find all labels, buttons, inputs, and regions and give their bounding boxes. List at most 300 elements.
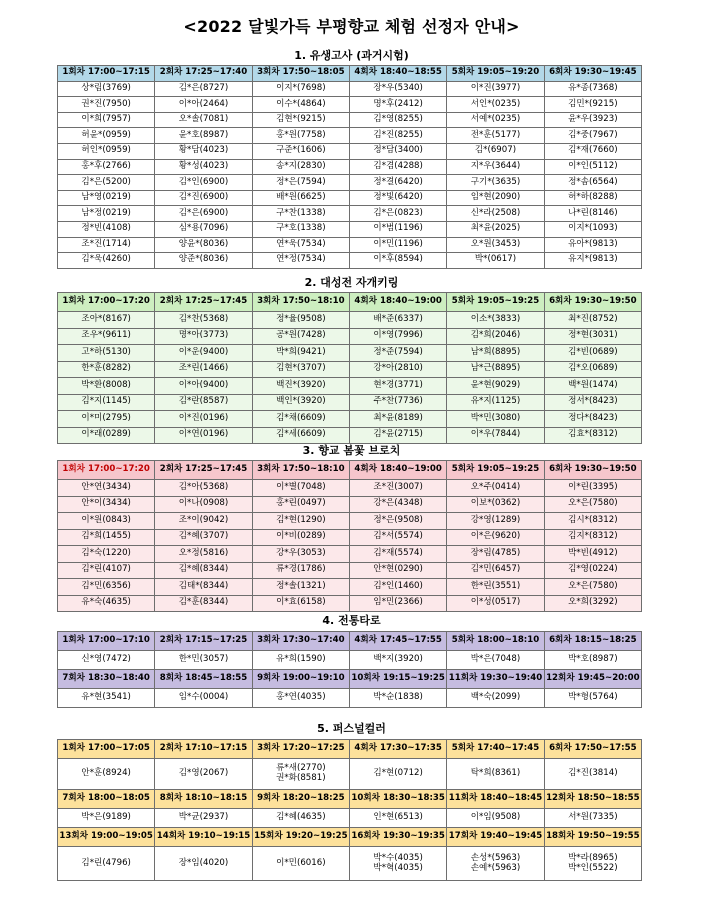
participant-cell: 배*준(6337) bbox=[349, 312, 446, 329]
participant-cell: 조우*(9611) bbox=[58, 328, 155, 345]
participant-cell: 남*정(0219) bbox=[58, 206, 155, 222]
participant-cell: 김*현(1290) bbox=[252, 513, 349, 530]
column-header: 7회차 18:00~18:05 bbox=[58, 790, 155, 809]
participant-cell: 박*순(1838) bbox=[349, 689, 446, 708]
column-header: 10회차 19:15~19:25 bbox=[349, 670, 446, 689]
participant-cell: 한*린(3551) bbox=[447, 579, 544, 596]
table-row bbox=[58, 190, 642, 206]
participant-cell bbox=[58, 847, 155, 881]
column-header: 2회차 17:25~17:40 bbox=[155, 66, 252, 82]
participant-cell: 이*아(9400) bbox=[155, 378, 252, 395]
participant-cell: 장*림(4785) bbox=[447, 546, 544, 563]
participant-cell: 김*지(1145) bbox=[58, 394, 155, 411]
table-row bbox=[58, 312, 642, 329]
participant-cell: 김*욱(4260) bbox=[58, 253, 155, 269]
participant-cell: 배*원(6625) bbox=[252, 190, 349, 206]
participant-cell: 김*훈(8344) bbox=[155, 595, 252, 612]
participant-cell: 김현*(3707) bbox=[252, 361, 349, 378]
participant-cell: 오*솔(7081) bbox=[155, 112, 252, 128]
participant-cell: 정*빛(6420) bbox=[349, 190, 446, 206]
participant-cell: 이보*(0362) bbox=[447, 496, 544, 513]
participant-cell: 조*진(1714) bbox=[58, 237, 155, 253]
participant-cell: 황*성(4023) bbox=[155, 159, 252, 175]
participant-name: 권*화(8581) bbox=[276, 773, 326, 783]
table-row bbox=[58, 345, 642, 362]
participant-cell: 이*아(2464) bbox=[155, 97, 252, 113]
participant-cell: 강*영(1289) bbox=[447, 513, 544, 530]
participant-cell: 공*원(7428) bbox=[252, 328, 349, 345]
participant-cell: 박*호(8987) bbox=[544, 651, 641, 670]
participant-cell: 유지*(9813) bbox=[544, 253, 641, 269]
table-row bbox=[58, 112, 642, 128]
column-header: 5회차 19:05~19:20 bbox=[447, 66, 544, 82]
column-header: 13회차 19:00~19:05 bbox=[58, 828, 155, 847]
participant-cell: 정*결(6420) bbox=[349, 175, 446, 191]
participant-cell: 정*담(3400) bbox=[349, 143, 446, 159]
participant-cell: 박*빈(4912) bbox=[544, 546, 641, 563]
participant-name: 손성*(5963) bbox=[470, 852, 521, 863]
participant-cell: 이*민(1196) bbox=[349, 237, 446, 253]
participant-cell: 한*훈(8282) bbox=[58, 361, 155, 378]
participant-cell: 남*근(8895) bbox=[447, 361, 544, 378]
participant-cell: 박*균(2937) bbox=[155, 809, 252, 828]
participant-name: 이*민(6016) bbox=[276, 857, 326, 868]
participant-cell: 백진*(3920) bbox=[252, 378, 349, 395]
participant-cell: 서예*(0235) bbox=[447, 112, 544, 128]
column-header: 2회차 17:15~17:25 bbox=[155, 632, 252, 651]
participant-cell: 김*혜(8344) bbox=[155, 562, 252, 579]
column-header: 14회차 19:10~19:15 bbox=[155, 828, 252, 847]
section-title-2: 2. 대성전 자개키링 bbox=[304, 276, 399, 289]
participant-cell: 김*은(0823) bbox=[349, 206, 446, 222]
participant-cell: 백*원(1474) bbox=[544, 378, 641, 395]
column-header: 5회차 18:00~18:10 bbox=[447, 632, 544, 651]
participant-cell: 허*하(8288) bbox=[544, 190, 641, 206]
table-row bbox=[58, 496, 642, 513]
participant-cell: 송*지(2830) bbox=[252, 159, 349, 175]
participant-cell: 김*찬(5368) bbox=[155, 312, 252, 329]
participant-cell: 양윤*(8036) bbox=[155, 237, 252, 253]
participant-cell bbox=[252, 847, 349, 881]
table-row bbox=[58, 513, 642, 530]
header-row bbox=[58, 740, 642, 759]
participant-cell: 김*인(6900) bbox=[155, 175, 252, 191]
participant-cell: 이*미(2795) bbox=[58, 411, 155, 428]
participant-cell: 김*희(2046) bbox=[447, 328, 544, 345]
participant-cell: 오*은(7580) bbox=[544, 496, 641, 513]
column-header: 5회차 19:05~19:25 bbox=[447, 293, 544, 312]
section-title-4: 4. 전통타로 bbox=[322, 614, 381, 627]
participant-cell: 임*수(0004) bbox=[155, 689, 252, 708]
column-header: 6회차 19:30~19:50 bbox=[544, 461, 641, 480]
participant-cell: 주*찬(7736) bbox=[349, 394, 446, 411]
participant-cell: 김*희(1455) bbox=[58, 529, 155, 546]
participant-cell: 김*혜(3707) bbox=[155, 529, 252, 546]
participant-cell: 김*겸(4288) bbox=[349, 159, 446, 175]
participant-cell: 윤*우(3923) bbox=[544, 112, 641, 128]
table-row bbox=[58, 175, 642, 191]
participant-cell bbox=[447, 759, 544, 790]
participant-cell: 조아*(8167) bbox=[58, 312, 155, 329]
column-header: 1회차 17:00~17:20 bbox=[58, 293, 155, 312]
participant-cell: 정*은(7594) bbox=[252, 175, 349, 191]
participant-cell: 김효*(8312) bbox=[544, 427, 641, 444]
participant-cell: 이*임(9508) bbox=[447, 809, 544, 828]
participant-cell: 지*우(3644) bbox=[447, 159, 544, 175]
participant-cell bbox=[544, 759, 641, 790]
column-header: 5회차 19:05~19:25 bbox=[447, 461, 544, 480]
participant-cell: 이지*(7698) bbox=[252, 81, 349, 97]
participant-cell: 백인*(3920) bbox=[252, 394, 349, 411]
column-header: 2회차 17:10~17:15 bbox=[155, 740, 252, 759]
participant-cell: 유*숙(4635) bbox=[58, 595, 155, 612]
participant-cell: 오*주(0414) bbox=[447, 480, 544, 497]
table-row bbox=[58, 546, 642, 563]
participant-cell: 이*희(7957) bbox=[58, 112, 155, 128]
participant-cell: 이*원(0843) bbox=[58, 513, 155, 530]
page-title: <2022 달빛가득 부평향교 체험 선정자 안내> bbox=[183, 17, 520, 36]
participant-cell: 김*중(7967) bbox=[544, 128, 641, 144]
column-header: 11회차 19:30~19:40 bbox=[447, 670, 544, 689]
participant-cell: 이*효(6158) bbox=[252, 595, 349, 612]
header-row bbox=[58, 293, 642, 312]
participant-cell: 김지*(8312) bbox=[544, 529, 641, 546]
column-header: 9회차 19:00~19:10 bbox=[252, 670, 349, 689]
column-header: 8회차 18:10~18:15 bbox=[155, 790, 252, 809]
participant-cell: 정*율(9508) bbox=[252, 312, 349, 329]
participant-cell: 김*린(4107) bbox=[58, 562, 155, 579]
participant-cell: 이소*(3833) bbox=[447, 312, 544, 329]
participant-cell: 이*나(0908) bbox=[155, 496, 252, 513]
participant-cell: 박*은(7048) bbox=[447, 651, 544, 670]
table-row bbox=[58, 253, 642, 269]
table-tarot bbox=[57, 631, 642, 708]
participant-cell: 김*은(8727) bbox=[155, 81, 252, 97]
participant-name: 안*훈(8924) bbox=[81, 768, 131, 779]
participant-cell: 윤*호(8987) bbox=[155, 128, 252, 144]
participant-cell: 김*세(6609) bbox=[252, 427, 349, 444]
participant-cell: 임*민(2366) bbox=[349, 595, 446, 612]
participant-cell: 김*서(5574) bbox=[349, 529, 446, 546]
header-row bbox=[58, 828, 642, 847]
table-row bbox=[58, 81, 642, 97]
participant-cell: 박*형(5764) bbox=[544, 689, 641, 708]
table-row bbox=[58, 529, 642, 546]
participant-cell: 허윤*(0959) bbox=[58, 128, 155, 144]
column-header: 4회차 18:40~18:55 bbox=[349, 66, 446, 82]
participant-cell: 이*성(0517) bbox=[447, 595, 544, 612]
participant-cell: 이*인(5112) bbox=[544, 159, 641, 175]
table-row bbox=[58, 206, 642, 222]
table-personal-color bbox=[57, 739, 642, 881]
column-header: 1회차 17:00~17:20 bbox=[58, 461, 155, 480]
column-header: 4회차 18:40~19:00 bbox=[349, 461, 446, 480]
participant-cell: 김*영(0224) bbox=[544, 562, 641, 579]
participant-cell: 유아*(9813) bbox=[544, 237, 641, 253]
participant-cell: 박*(0617) bbox=[447, 253, 544, 269]
participant-name: 박*수(4035) bbox=[373, 852, 423, 863]
participant-cell: 김*빈(0689) bbox=[544, 345, 641, 362]
participant-name: 김*린(4796) bbox=[81, 857, 131, 868]
participant-cell: 박*희(9421) bbox=[252, 345, 349, 362]
participant-cell bbox=[447, 847, 544, 881]
table-row bbox=[58, 689, 642, 708]
participant-cell: 나*린(8146) bbox=[544, 206, 641, 222]
column-header: 5회차 17:40~17:45 bbox=[447, 740, 544, 759]
column-header: 1회차 17:00~17:15 bbox=[58, 66, 155, 82]
participant-cell: 김*(6907) bbox=[447, 143, 544, 159]
table-row bbox=[58, 143, 642, 159]
participant-name: 탁*희(8361) bbox=[470, 768, 521, 779]
column-header: 3회차 17:50~18:10 bbox=[252, 461, 349, 480]
column-header: 7회차 18:30~18:40 bbox=[58, 670, 155, 689]
column-header: 1회차 17:00~17:05 bbox=[58, 740, 155, 759]
participant-cell: 정*현(3031) bbox=[544, 328, 641, 345]
table-row bbox=[58, 595, 642, 612]
participant-cell: 윤*현(9029) bbox=[447, 378, 544, 395]
participant-cell: 홍*원(7758) bbox=[252, 128, 349, 144]
participant-cell: 임*현(2090) bbox=[447, 190, 544, 206]
column-header: 3회차 17:30~17:40 bbox=[252, 632, 349, 651]
participant-cell: 김*은(6900) bbox=[155, 206, 252, 222]
column-header: 10회차 18:30~18:35 bbox=[349, 790, 446, 809]
participant-cell: 이*범(1196) bbox=[349, 221, 446, 237]
participant-cell: 박*민(3080) bbox=[447, 411, 544, 428]
table-row bbox=[58, 562, 642, 579]
participant-cell: 남*희(8895) bbox=[447, 345, 544, 362]
participant-cell: 강*아(2810) bbox=[349, 361, 446, 378]
table-row bbox=[58, 809, 642, 828]
participant-cell: 이*린(3395) bbox=[544, 480, 641, 497]
participant-cell: 권*진(7950) bbox=[58, 97, 155, 113]
participant-cell: 홍*연(4035) bbox=[252, 689, 349, 708]
table-row bbox=[58, 651, 642, 670]
column-header: 1회차 17:00~17:10 bbox=[58, 632, 155, 651]
participant-cell: 조*이(9042) bbox=[155, 513, 252, 530]
participant-cell: 조*린(1466) bbox=[155, 361, 252, 378]
participant-name: 박*라(8965) bbox=[568, 852, 618, 863]
participant-name: 박*인(5522) bbox=[568, 862, 618, 873]
participant-cell: 이*비(0289) bbox=[252, 529, 349, 546]
column-header: 6회차 18:15~18:25 bbox=[544, 632, 641, 651]
participant-cell: 홍*후(2766) bbox=[58, 159, 155, 175]
participant-cell: 박*환(8008) bbox=[58, 378, 155, 395]
participant-cell: 명*아(3773) bbox=[155, 328, 252, 345]
column-header: 3회차 17:50~18:05 bbox=[252, 66, 349, 82]
column-header: 9회차 18:20~18:25 bbox=[252, 790, 349, 809]
participant-cell: 연*정(7534) bbox=[252, 253, 349, 269]
table-keyring bbox=[57, 292, 642, 444]
participant-cell: 김*은(5200) bbox=[58, 175, 155, 191]
participant-cell: 김*민(6457) bbox=[447, 562, 544, 579]
participant-cell: 안*현(0290) bbox=[349, 562, 446, 579]
participant-cell: 남*영(0219) bbox=[58, 190, 155, 206]
header-row bbox=[58, 461, 642, 480]
participant-cell: 이수*(4864) bbox=[252, 97, 349, 113]
participant-cell: 정서*(8423) bbox=[544, 394, 641, 411]
participant-cell: 정*빈(4108) bbox=[58, 221, 155, 237]
participant-cell: 연*욱(7534) bbox=[252, 237, 349, 253]
header-row bbox=[58, 670, 642, 689]
table-row bbox=[58, 378, 642, 395]
participant-cell: 김시*(8312) bbox=[544, 513, 641, 530]
participant-cell: 구준*(1606) bbox=[252, 143, 349, 159]
column-header: 3회차 17:50~18:10 bbox=[252, 293, 349, 312]
participant-cell: 김*혜(4635) bbox=[252, 809, 349, 828]
participant-cell: 백*숙(2099) bbox=[447, 689, 544, 708]
participant-cell: 김*오(0689) bbox=[544, 361, 641, 378]
column-header: 4회차 17:45~17:55 bbox=[349, 632, 446, 651]
participant-cell: 최*진(8752) bbox=[544, 312, 641, 329]
participant-cell: 김현*(9215) bbox=[252, 112, 349, 128]
participant-name: 김*진(3814) bbox=[568, 768, 618, 779]
participant-cell: 박*은(9189) bbox=[58, 809, 155, 828]
participant-cell: 최*윤(2025) bbox=[447, 221, 544, 237]
participant-cell: 김*재(5574) bbox=[349, 546, 446, 563]
participant-cell: 정다*(8423) bbox=[544, 411, 641, 428]
participant-cell: 인*현(6513) bbox=[349, 809, 446, 828]
participant-name: 김*현(0712) bbox=[373, 768, 423, 779]
participant-cell: 이지*(1093) bbox=[544, 221, 641, 237]
participant-cell bbox=[58, 759, 155, 790]
participant-cell: 전*훈(5177) bbox=[447, 128, 544, 144]
participant-cell: 정*준(7594) bbox=[349, 345, 446, 362]
participant-cell: 홍*린(0497) bbox=[252, 496, 349, 513]
participant-cell: 신*라(2508) bbox=[447, 206, 544, 222]
participant-cell: 허인*(0959) bbox=[58, 143, 155, 159]
participant-cell: 이*래(0289) bbox=[58, 427, 155, 444]
participant-cell: 이*후(8594) bbox=[349, 253, 446, 269]
participant-cell: 조*진(3007) bbox=[349, 480, 446, 497]
participant-cell: 이*진(0196) bbox=[155, 411, 252, 428]
section-title-3: 3. 향교 봄꽃 브로치 bbox=[302, 444, 401, 457]
participant-cell bbox=[155, 759, 252, 790]
table-row bbox=[58, 847, 642, 881]
participant-cell: 이*운(9400) bbox=[155, 345, 252, 362]
participant-cell: 김*아(5368) bbox=[155, 480, 252, 497]
participant-cell: 양준*(8036) bbox=[155, 253, 252, 269]
table-row bbox=[58, 237, 642, 253]
participant-cell bbox=[252, 759, 349, 790]
participant-name: 김*영(2067) bbox=[178, 768, 229, 779]
participant-cell: 이*연(0196) bbox=[155, 427, 252, 444]
header-row bbox=[58, 632, 642, 651]
table-yusaeng-exam bbox=[57, 65, 642, 269]
participant-cell: 구기*(3635) bbox=[447, 175, 544, 191]
participant-cell: 현*경(3771) bbox=[349, 378, 446, 395]
table-row bbox=[58, 480, 642, 497]
column-header: 16회차 19:30~19:35 bbox=[349, 828, 446, 847]
participant-cell: 오*원(3453) bbox=[447, 237, 544, 253]
participant-cell: 신*영(7472) bbox=[58, 651, 155, 670]
table-row bbox=[58, 97, 642, 113]
column-header: 12회차 19:45~20:00 bbox=[544, 670, 641, 689]
participant-cell: 황*담(4023) bbox=[155, 143, 252, 159]
participant-cell: 정*솔(1321) bbox=[252, 579, 349, 596]
participant-name: 류*새(2770) bbox=[276, 763, 326, 774]
participant-cell: 정*솜(6564) bbox=[544, 175, 641, 191]
participant-cell: 김*인(1460) bbox=[349, 579, 446, 596]
participant-name: 장*임(4020) bbox=[178, 857, 229, 868]
participant-cell: 김*채(6609) bbox=[252, 411, 349, 428]
section-title-5: 5. 퍼스널컬러 bbox=[317, 722, 386, 735]
participant-cell: 김민*(9215) bbox=[544, 97, 641, 113]
participant-cell bbox=[349, 759, 446, 790]
section-title-1: 1. 유생고사 (과거시험) bbox=[294, 49, 409, 62]
participant-cell: 장*우(5340) bbox=[349, 81, 446, 97]
participant-cell: 유*지(1125) bbox=[447, 394, 544, 411]
column-header: 18회차 19:50~19:55 bbox=[544, 828, 641, 847]
participant-cell: 안*이(3434) bbox=[58, 496, 155, 513]
header-row bbox=[58, 790, 642, 809]
table-row bbox=[58, 128, 642, 144]
participant-cell: 김*민(6356) bbox=[58, 579, 155, 596]
participant-cell: 이*별(7048) bbox=[252, 480, 349, 497]
table-row bbox=[58, 361, 642, 378]
participant-cell bbox=[155, 847, 252, 881]
column-header: 11회차 18:40~18:45 bbox=[447, 790, 544, 809]
participant-cell: 김*란(8587) bbox=[155, 394, 252, 411]
participant-cell: 김*재(7660) bbox=[544, 143, 641, 159]
participant-cell: 유*현(3541) bbox=[58, 689, 155, 708]
participant-cell: 이*우(7844) bbox=[447, 427, 544, 444]
participant-cell: 김*진(6900) bbox=[155, 190, 252, 206]
participant-cell: 유*종(7368) bbox=[544, 81, 641, 97]
participant-cell: 유*희(1590) bbox=[252, 651, 349, 670]
participant-cell: 백*지(3920) bbox=[349, 651, 446, 670]
participant-cell: 고*하(5130) bbox=[58, 345, 155, 362]
table-row bbox=[58, 759, 642, 790]
column-header: 6회차 19:30~19:50 bbox=[544, 293, 641, 312]
column-header: 15회차 19:20~19:25 bbox=[252, 828, 349, 847]
table-row bbox=[58, 394, 642, 411]
participant-cell bbox=[349, 847, 446, 881]
participant-cell: 서*원(7335) bbox=[544, 809, 641, 828]
participant-cell: 정*은(9508) bbox=[349, 513, 446, 530]
participant-cell: 최*윤(8189) bbox=[349, 411, 446, 428]
participant-cell: 서인*(0235) bbox=[447, 97, 544, 113]
participant-cell: 김*숙(1220) bbox=[58, 546, 155, 563]
participant-name: 손예*(5963) bbox=[470, 862, 521, 873]
participant-cell: 김태*(8344) bbox=[155, 579, 252, 596]
participant-cell: 이*진(3977) bbox=[447, 81, 544, 97]
participant-cell: 구*찬(1338) bbox=[252, 206, 349, 222]
participant-cell: 이*은(9620) bbox=[447, 529, 544, 546]
participant-cell: 김*윤(2715) bbox=[349, 427, 446, 444]
column-header: 3회차 17:20~17:25 bbox=[252, 740, 349, 759]
column-header: 2회차 17:25~17:45 bbox=[155, 461, 252, 480]
participant-cell: 오*정(5816) bbox=[155, 546, 252, 563]
table-row bbox=[58, 579, 642, 596]
column-header: 8회차 18:45~18:55 bbox=[155, 670, 252, 689]
participant-cell: 오*희(3292) bbox=[544, 595, 641, 612]
column-header: 6회차 19:30~19:45 bbox=[544, 66, 641, 82]
table-brooch bbox=[57, 460, 642, 612]
column-header: 12회차 18:50~18:55 bbox=[544, 790, 641, 809]
column-header: 4회차 17:30~17:35 bbox=[349, 740, 446, 759]
participant-cell: 오*은(7580) bbox=[544, 579, 641, 596]
participant-cell: 류*경(1786) bbox=[252, 562, 349, 579]
table-row bbox=[58, 221, 642, 237]
participant-name: 박*혁(4035) bbox=[373, 862, 423, 873]
participant-cell: 김*진(8255) bbox=[349, 128, 446, 144]
header-row bbox=[58, 66, 642, 82]
participant-cell: 안*연(3434) bbox=[58, 480, 155, 497]
participant-cell: 심*용(7096) bbox=[155, 221, 252, 237]
participant-cell: 강*우(3053) bbox=[252, 546, 349, 563]
column-header: 17회차 19:40~19:45 bbox=[447, 828, 544, 847]
table-row bbox=[58, 159, 642, 175]
